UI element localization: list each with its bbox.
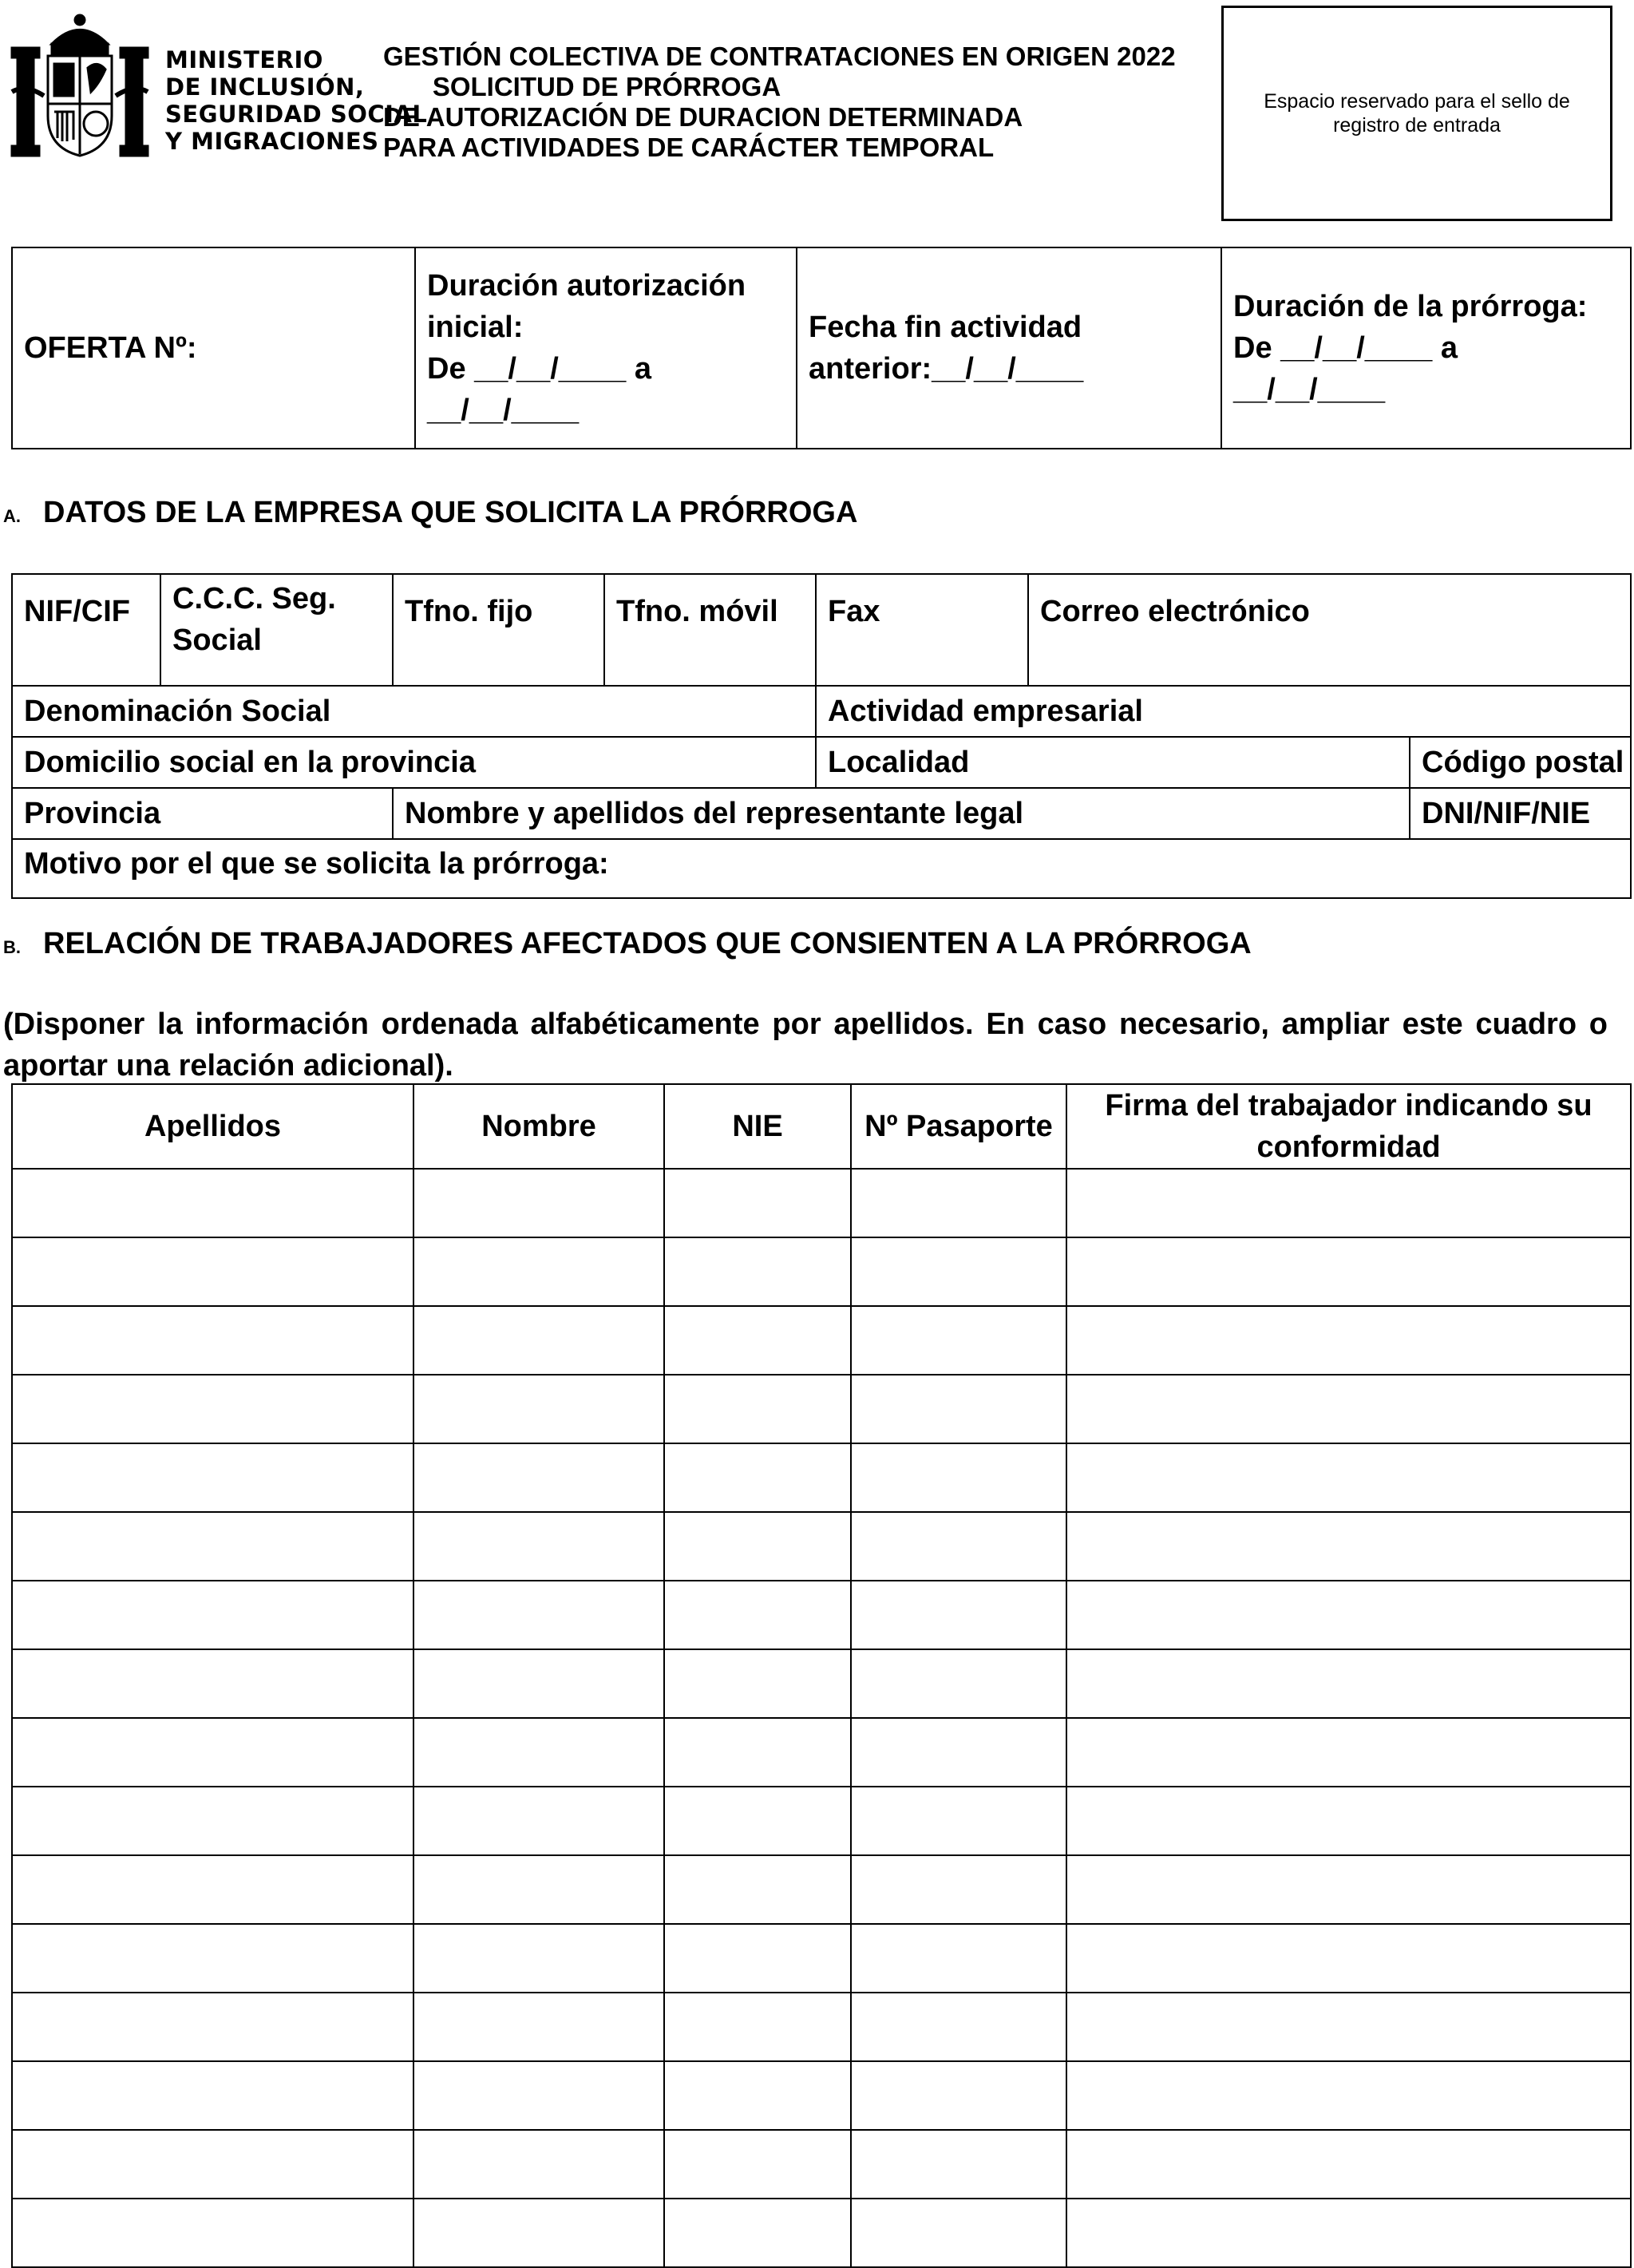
- provincia-field[interactable]: [12, 788, 393, 839]
- table-row: [12, 1375, 1631, 1443]
- nombre-cell[interactable]: [413, 1375, 664, 1443]
- nif-label: NIF/CIF: [24, 595, 130, 628]
- firma-cell[interactable]: [1066, 1306, 1631, 1375]
- representante-label: Nombre y apellidos del representante legal: [405, 797, 1024, 830]
- column-header-firma: Firma del trabajador indicando su conformidad: [1066, 1084, 1631, 1169]
- firma-cell[interactable]: [1066, 1512, 1631, 1581]
- pasaporte-cell[interactable]: [851, 1787, 1066, 1855]
- nombre-cell[interactable]: [413, 1993, 664, 2061]
- apellidos-cell[interactable]: [12, 1993, 413, 2061]
- pasaporte-cell[interactable]: [851, 1169, 1066, 1237]
- apellidos-cell[interactable]: [12, 1924, 413, 1993]
- column-header-pasaporte: Nº Pasaporte: [851, 1084, 1066, 1169]
- dni-label: DNI/NIF/NIE: [1422, 797, 1591, 830]
- motivo-field[interactable]: [12, 839, 1631, 898]
- title-line: DE AUTORIZACIÓN DE DURACION DETERMINADA: [383, 102, 1023, 132]
- fecha-fin-line: Fecha fin actividad: [809, 311, 1082, 344]
- table-row: [12, 2130, 1631, 2199]
- nombre-cell[interactable]: [413, 1443, 664, 1512]
- pasaporte-cell[interactable]: [851, 1581, 1066, 1649]
- nie-cell[interactable]: [664, 1306, 851, 1375]
- firma-cell[interactable]: [1066, 1924, 1631, 1993]
- nie-cell[interactable]: [664, 1443, 851, 1512]
- correo-field[interactable]: [1028, 574, 1631, 686]
- apellidos-cell[interactable]: [12, 1306, 413, 1375]
- nombre-cell[interactable]: [413, 1512, 664, 1581]
- codigo-postal-field[interactable]: [1410, 737, 1631, 788]
- firma-cell[interactable]: [1066, 1443, 1631, 1512]
- pasaporte-cell[interactable]: [851, 2061, 1066, 2130]
- ministry-line: MINISTERIO: [165, 46, 323, 73]
- apellidos-cell[interactable]: [12, 2061, 413, 2130]
- workers-table: [11, 1083, 1632, 2268]
- fax-label: Fax: [828, 595, 880, 628]
- actividad-label: Actividad empresarial: [828, 695, 1143, 728]
- nombre-cell[interactable]: [413, 1237, 664, 1306]
- table-row: [12, 1993, 1631, 2061]
- ccc-label-line: C.C.C. Seg.: [172, 582, 336, 615]
- pasaporte-cell[interactable]: [851, 1649, 1066, 1718]
- apellidos-cell[interactable]: [12, 1169, 413, 1237]
- duracion-prorroga-line: Duración de la prórroga:: [1233, 290, 1588, 323]
- oferta-field[interactable]: [12, 247, 415, 449]
- tfno-movil-field[interactable]: [604, 574, 816, 686]
- pasaporte-cell[interactable]: [851, 1306, 1066, 1375]
- apellidos-cell[interactable]: [12, 1787, 413, 1855]
- nie-cell[interactable]: [664, 1787, 851, 1855]
- nombre-cell[interactable]: [413, 1649, 664, 1718]
- table-row: [12, 1237, 1631, 1306]
- column-header-nombre: Nombre: [413, 1084, 664, 1169]
- pasaporte-cell[interactable]: [851, 2130, 1066, 2199]
- nombre-cell[interactable]: [413, 1169, 664, 1237]
- duracion-inicial-field[interactable]: [415, 247, 797, 449]
- section-a-letter: A.: [3, 506, 21, 526]
- section-a-heading: [3, 495, 857, 534]
- title-line: SOLICITUD DE PRÓRROGA: [432, 72, 781, 101]
- apellidos-cell[interactable]: [12, 1649, 413, 1718]
- apellidos-cell[interactable]: [12, 1581, 413, 1649]
- nombre-cell[interactable]: [413, 1787, 664, 1855]
- offer-table: [11, 247, 1632, 449]
- firma-cell[interactable]: [1066, 1649, 1631, 1718]
- firma-cell[interactable]: [1066, 2130, 1631, 2199]
- table-row: [12, 1924, 1631, 1993]
- pasaporte-cell[interactable]: [851, 1237, 1066, 1306]
- nie-cell[interactable]: [664, 1581, 851, 1649]
- pasaporte-cell[interactable]: [851, 1993, 1066, 2061]
- firma-cell[interactable]: [1066, 1718, 1631, 1787]
- nombre-cell[interactable]: [413, 2061, 664, 2130]
- representante-field[interactable]: [393, 788, 1410, 839]
- ministry-line: SEGURIDAD SOCIAL: [165, 101, 428, 128]
- table-row: [12, 2199, 1631, 2267]
- nombre-cell[interactable]: [413, 1581, 664, 1649]
- nie-cell[interactable]: [664, 1649, 851, 1718]
- actividad-field[interactable]: [816, 686, 1631, 737]
- apellidos-cell[interactable]: [12, 1855, 413, 1924]
- nie-cell[interactable]: [664, 1924, 851, 1993]
- localidad-field[interactable]: [816, 737, 1410, 788]
- nie-cell[interactable]: [664, 1993, 851, 2061]
- nombre-cell[interactable]: [413, 1306, 664, 1375]
- codigo-postal-label: Código postal: [1422, 746, 1624, 779]
- apellidos-cell[interactable]: [12, 2199, 413, 2267]
- firma-cell[interactable]: [1066, 1993, 1631, 2061]
- firma-cell[interactable]: [1066, 1787, 1631, 1855]
- apellidos-cell[interactable]: [12, 1718, 413, 1787]
- nif-field[interactable]: [12, 574, 160, 686]
- table-row: [12, 1718, 1631, 1787]
- fax-field[interactable]: [816, 574, 1028, 686]
- tfno-movil-label: Tfno. móvil: [616, 595, 778, 628]
- section-b-title: RELACIÓN DE TRABAJADORES AFECTADOS QUE CONSIENTEN A LA PRÓRROGA: [43, 927, 1252, 960]
- localidad-label: Localidad: [828, 746, 970, 779]
- nie-cell[interactable]: [664, 1512, 851, 1581]
- nie-cell[interactable]: [664, 2130, 851, 2199]
- domicilio-label: Domicilio social en la provincia: [24, 746, 476, 779]
- nie-cell[interactable]: [664, 2061, 851, 2130]
- registry-stamp-box: [1221, 6, 1612, 221]
- apellidos-cell[interactable]: [12, 1237, 413, 1306]
- document-title: [383, 42, 1176, 163]
- workers-header-row: [12, 1084, 1631, 1169]
- nie-cell[interactable]: [664, 1855, 851, 1924]
- apellidos-cell[interactable]: [12, 1443, 413, 1512]
- ministry-line: Y MIGRACIONES: [165, 128, 379, 155]
- nombre-cell[interactable]: [413, 2199, 664, 2267]
- duracion-prorroga-field[interactable]: [1221, 247, 1631, 449]
- table-row: [12, 1581, 1631, 1649]
- oferta-label: OFERTA Nº:: [24, 331, 197, 365]
- nie-cell[interactable]: [664, 1169, 851, 1237]
- table-row: [12, 1649, 1631, 1718]
- company-data-table: [11, 573, 1632, 899]
- duracion-inicial-line: Duración autorización: [427, 269, 746, 303]
- nie-cell[interactable]: [664, 1718, 851, 1787]
- denominacion-field[interactable]: [12, 686, 816, 737]
- pasaporte-cell[interactable]: [851, 1718, 1066, 1787]
- nombre-cell[interactable]: [413, 2130, 664, 2199]
- section-a-title: DATOS DE LA EMPRESA QUE SOLICITA LA PRÓRROGA: [43, 496, 858, 529]
- firma-cell[interactable]: [1066, 1855, 1631, 1924]
- table-row: [12, 1169, 1631, 1237]
- table-row: [12, 1787, 1631, 1855]
- provincia-label: Provincia: [24, 797, 161, 830]
- table-row: [12, 1512, 1631, 1581]
- duracion-inicial-line: __/__/____: [427, 394, 580, 427]
- coat-of-arms-logo: [8, 12, 152, 164]
- table-row: [12, 1306, 1631, 1375]
- nombre-cell[interactable]: [413, 1855, 664, 1924]
- tfno-fijo-label: Tfno. fijo: [405, 595, 533, 628]
- duracion-inicial-line: inicial:: [427, 311, 524, 344]
- ccc-label-line: Social: [172, 623, 262, 657]
- tfno-fijo-field[interactable]: [393, 574, 604, 686]
- pasaporte-cell[interactable]: [851, 1443, 1066, 1512]
- column-header-apellidos: Apellidos: [12, 1084, 413, 1169]
- nie-cell[interactable]: [664, 2199, 851, 2267]
- ccc-field[interactable]: [160, 574, 393, 686]
- apellidos-cell[interactable]: [12, 1512, 413, 1581]
- nombre-cell[interactable]: [413, 1924, 664, 1993]
- motivo-label: Motivo por el que se solicita la prórroga:: [24, 847, 609, 881]
- pasaporte-cell[interactable]: [851, 2199, 1066, 2267]
- dni-field[interactable]: [1410, 788, 1631, 839]
- fecha-fin-line: anterior:__/__/____: [809, 352, 1084, 386]
- table-row: [12, 1443, 1631, 1512]
- section-b-letter: B.: [3, 937, 21, 957]
- table-row: [12, 1855, 1631, 1924]
- domicilio-field[interactable]: [12, 737, 816, 788]
- title-line: PARA ACTIVIDADES DE CARÁCTER TEMPORAL: [383, 133, 995, 162]
- pasaporte-cell[interactable]: [851, 1855, 1066, 1924]
- stamp-text: Espacio reservado para el sello de registro de entrada: [1264, 90, 1570, 137]
- nie-cell[interactable]: [664, 1375, 851, 1443]
- nombre-cell[interactable]: [413, 1718, 664, 1787]
- title-line: GESTIÓN COLECTIVA DE CONTRATACIONES EN ORIGEN 2022: [383, 42, 1176, 71]
- pasaporte-cell[interactable]: [851, 1924, 1066, 1993]
- firma-cell[interactable]: [1066, 2061, 1631, 2130]
- denominacion-label: Denominación Social: [24, 695, 331, 728]
- correo-label: Correo electrónico: [1040, 595, 1310, 628]
- pasaporte-cell[interactable]: [851, 1375, 1066, 1443]
- column-header-nie: NIE: [664, 1084, 851, 1169]
- nie-cell[interactable]: [664, 1237, 851, 1306]
- pasaporte-cell[interactable]: [851, 1512, 1066, 1581]
- duracion-prorroga-line: De __/__/____ a: [1233, 331, 1458, 365]
- firma-cell[interactable]: [1066, 1581, 1631, 1649]
- duracion-prorroga-line: __/__/____: [1233, 373, 1386, 406]
- section-b-heading: [3, 926, 1252, 965]
- firma-cell[interactable]: [1066, 1169, 1631, 1237]
- section-b-note: (Disponer la información ordenada alfabéticamente por apellidos. En caso necesario, ampliar este cuadro o aportar una relación adicional).: [3, 1007, 1608, 1083]
- firma-cell[interactable]: [1066, 1237, 1631, 1306]
- apellidos-cell[interactable]: [12, 2130, 413, 2199]
- fecha-fin-field[interactable]: [797, 247, 1221, 449]
- firma-cell[interactable]: [1066, 1375, 1631, 1443]
- ministry-line: DE INCLUSIÓN,: [165, 73, 365, 101]
- apellidos-cell[interactable]: [12, 1375, 413, 1443]
- firma-cell[interactable]: [1066, 2199, 1631, 2267]
- duracion-inicial-line: De __/__/____ a: [427, 352, 652, 386]
- table-row: [12, 2061, 1631, 2130]
